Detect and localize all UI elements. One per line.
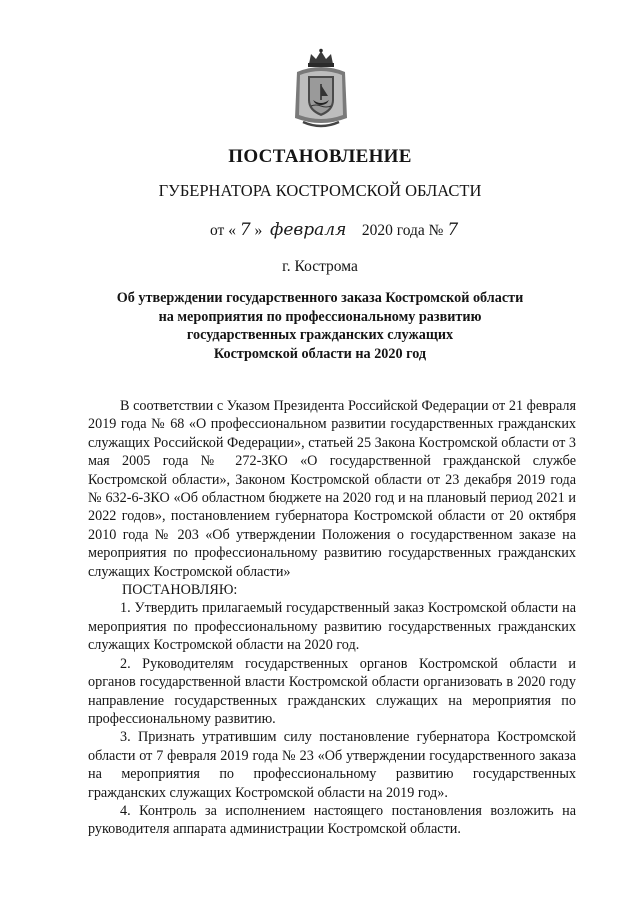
preamble-paragraph: В соответствии с Указом Президента Российской Федерации от 21 февраля 2019 года № 68 «О профессиональном развитии государственных гражданских служащих Российской Федерации», статьей 25 Закона Костромской области от 3 мая 2005 года № 272-ЗКО «О государственной гражданской службе Костромской области», Законом Костромской области от 23 декабря 2019 года № 632-6-ЗКО «Об областном бюджете на 2020 год и на плановый период 2021 и 2022 годов», постановлением губернатора Костромской области от 20 октября 2010 года № 203 «Об утверждении Положения о государственном заказе на мероприятия по профессиональному развитию государственных гражданских служащих Костромской области» (88, 398, 576, 580)
heading-line: на мероприятия по профессиональному развитию (158, 308, 482, 325)
date-prefix: от « (210, 222, 236, 239)
list-item: 4. Контроль за исполнением настоящего постановления возложить на руководителя аппарата администрации Костромской области. (88, 802, 576, 838)
date-number-line (210, 220, 510, 240)
list-item: 3. Признать утратившим силу постановление губернатора Костромской области от 7 февраля 2019 года № 23 «Об утверждении государственного заказа на мероприятия по профессиональному развитию государственных гражданских служащих Костромской области на 2019 год». (88, 729, 576, 801)
date-year-text: 2020 года № (361, 222, 444, 239)
issuer-line: ГУБЕРНАТОРА КОСТРОМСКОЙ ОБЛАСТИ (158, 181, 482, 200)
document-body (88, 397, 576, 839)
city-line: г. Кострома (282, 258, 358, 275)
date-mid: » (254, 222, 263, 239)
handwritten-day: 7 (239, 220, 251, 240)
list-item: 2. Руководителям государственных органов Костромской области и органов государственной власти Костромской области организовать в 2020 году направление государственных гражданских служащих на мероприятия по профессиональному развитию. (88, 655, 576, 727)
document-type-title: ПОСТАНОВЛЕНИЕ (228, 146, 412, 167)
document-heading (80, 289, 560, 363)
heading-line: государственных гражданских служащих (186, 327, 454, 343)
handwritten-number: 7 (447, 220, 459, 240)
handwritten-month: февраля (270, 220, 347, 240)
heading-line: Об утверждении государственного заказа Костромской области (116, 290, 524, 306)
heading-line: Костромской области на 2020 год (213, 345, 427, 362)
coat-of-arms-icon (289, 48, 353, 132)
list-item: 1. Утвердить прилагаемый государственный заказ Костромской области на мероприятия по профессиональному развитию государственных гражданских служащих Костромской области на 2020 год. (88, 600, 576, 654)
decree-word: ПОСТАНОВЛЯЮ: (122, 582, 238, 599)
